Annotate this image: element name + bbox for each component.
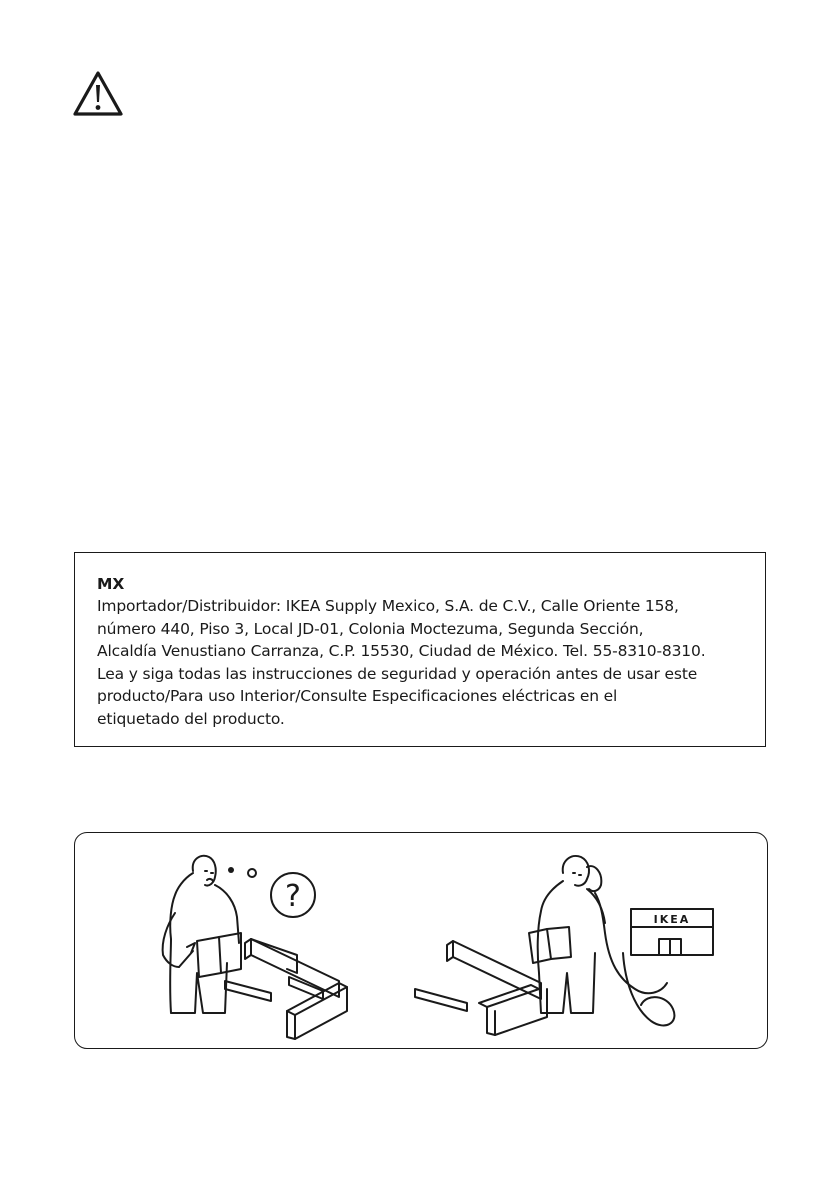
notice-line: etiquetado del producto.	[97, 709, 285, 728]
ikea-store-sign: IKEA	[653, 913, 691, 926]
question-mark: ?	[285, 879, 301, 914]
notice-line: Alcaldía Venustiano Carranza, C.P. 15530, Ciudad de México. Tel. 55-8310-8310.	[97, 642, 706, 660]
confused-person-icon	[163, 856, 347, 1039]
notice-line: Importador/Distribuidor: IKEA Supply Mexico, S.A. de C.V., Calle Oriente 158,	[97, 597, 679, 615]
help-illustration-panel	[74, 832, 768, 1049]
notice-line: número 440, Piso 3, Local JD-01, Colonia Moctezuma, Segunda Sección,	[97, 619, 644, 638]
warning-triangle-icon	[72, 70, 124, 118]
notice-line: producto/Para uso Interior/Consulte Especificaciones eléctricas en el	[97, 687, 618, 705]
country-code: MX	[97, 575, 125, 593]
person-calling-ikea-icon	[415, 856, 713, 1035]
notice-line: Lea y siga todas las instrucciones de seguridad y operación antes de usar este	[97, 664, 698, 683]
importer-notice-box	[74, 552, 766, 747]
